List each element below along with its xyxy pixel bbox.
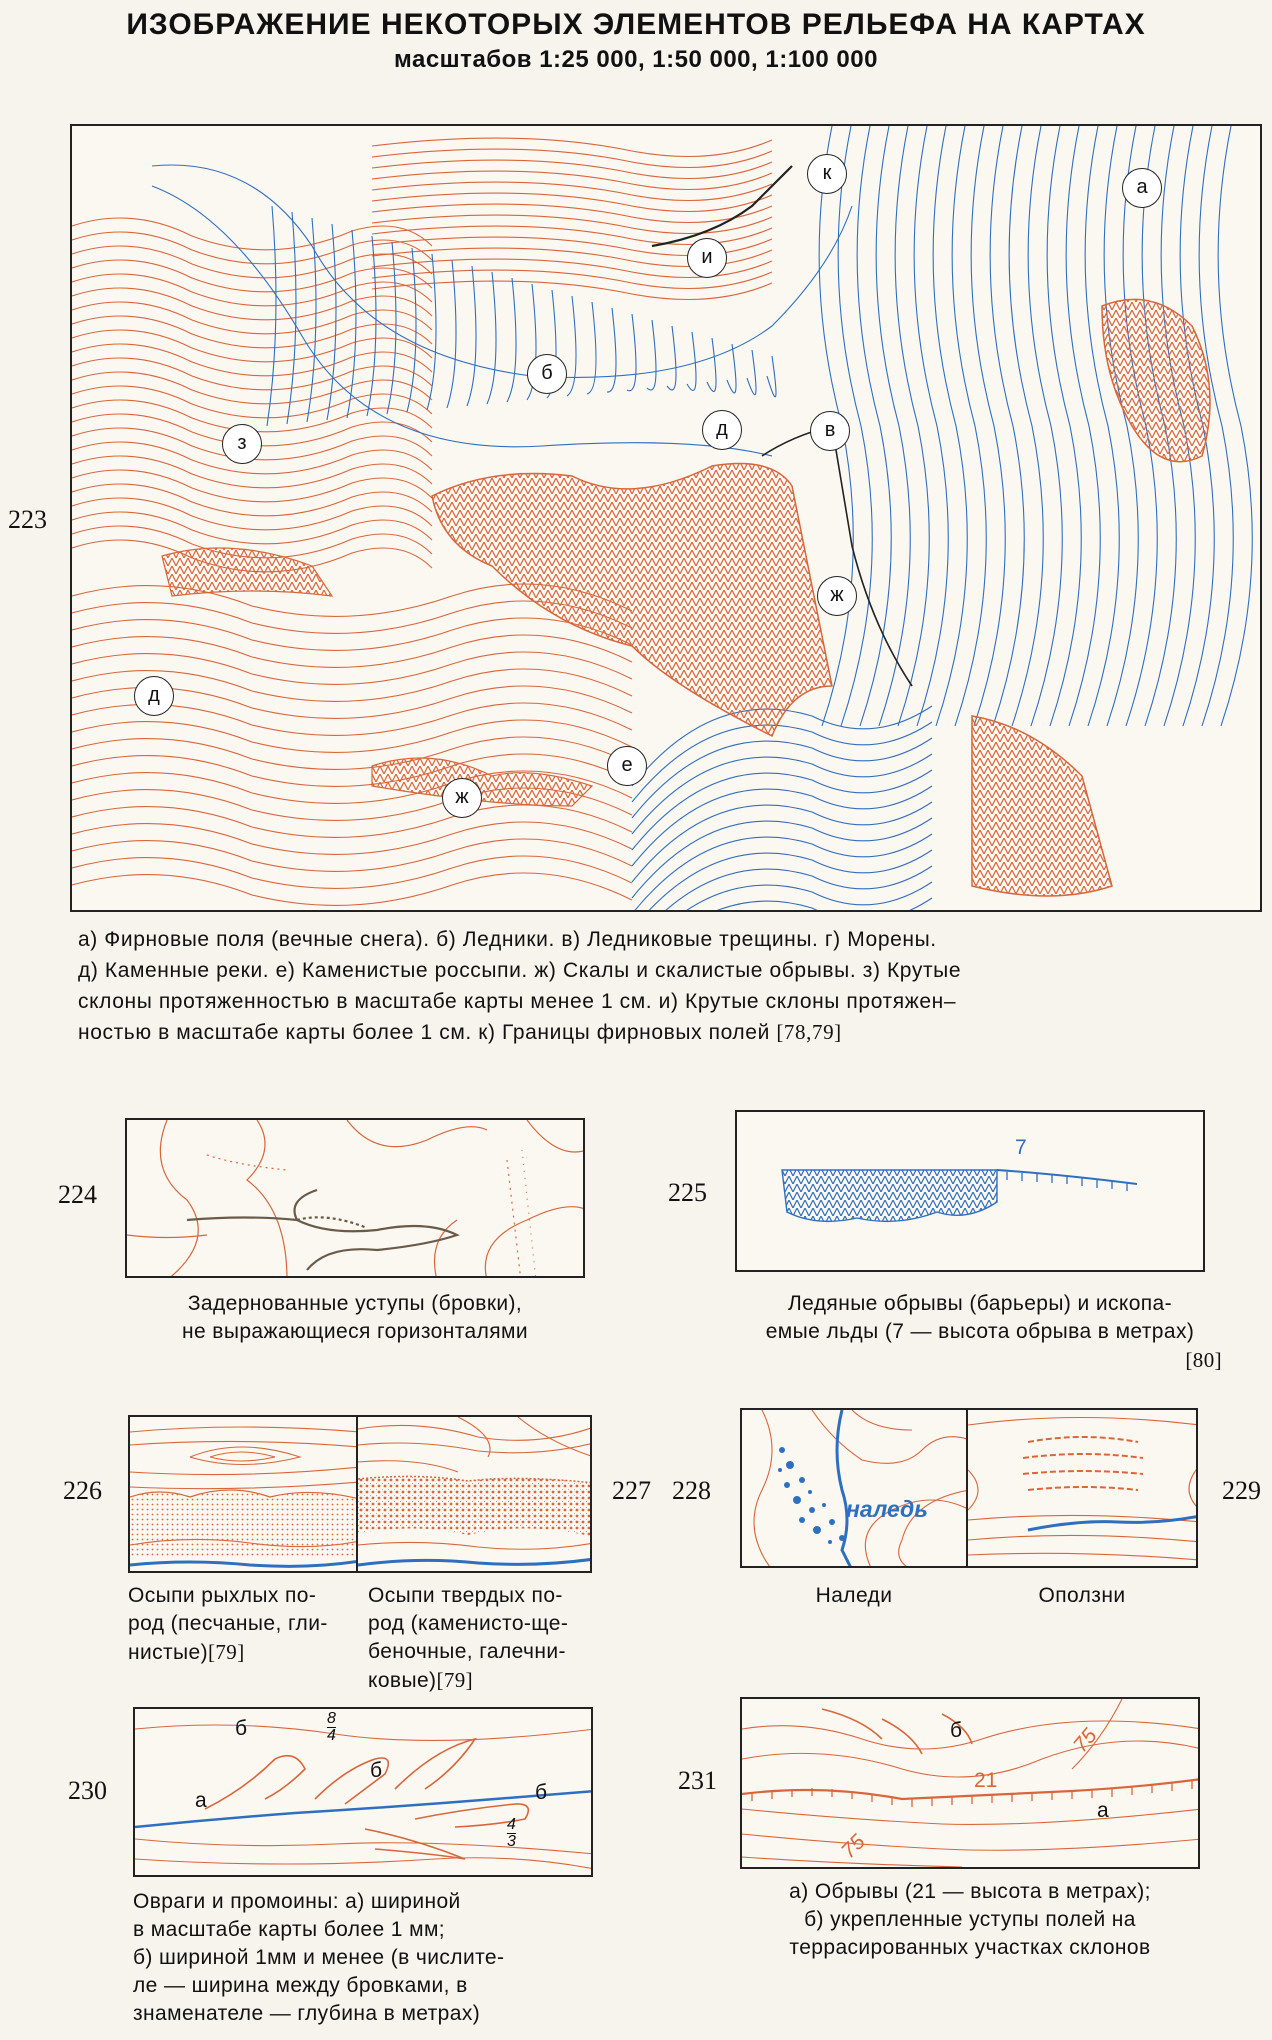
relief-contour-upper bbox=[372, 138, 772, 156]
legend-line-4-text: ностью в масштабе карты более 1 см. к) Границы фирновых полей bbox=[78, 1021, 770, 1044]
river-229 bbox=[1028, 1516, 1198, 1530]
marker-e: е bbox=[607, 746, 647, 786]
relief-contour-west bbox=[72, 372, 432, 404]
relief-contour-south bbox=[72, 822, 632, 854]
legend-line-1: а) Фирновые поля (вечные снега). б) Ледники. в) Ледниковые трещины. г) Морены. bbox=[78, 928, 937, 951]
caption-225-ref: [80] bbox=[1185, 1348, 1222, 1372]
relief-contour-south bbox=[72, 873, 632, 905]
marker-zh-1: ж bbox=[817, 576, 857, 616]
legend-line-2: д) Каменные реки. е) Каменистые россыпи. ж) Скалы и скалистые обрывы. з) Крутые bbox=[78, 959, 962, 982]
river-227 bbox=[358, 1559, 592, 1565]
figure-number-226: 226 bbox=[63, 1476, 102, 1505]
relief-contour-west bbox=[72, 288, 432, 320]
marker-g: д bbox=[702, 410, 742, 450]
label-230-a: а bbox=[195, 1789, 207, 1812]
marker-k: к bbox=[807, 154, 847, 194]
figure-229-caption: Оползни bbox=[1038, 1584, 1126, 1607]
figure-226-caption bbox=[128, 1582, 368, 1667]
figure-224-caption bbox=[125, 1290, 585, 1346]
glacier-crossline bbox=[307, 218, 316, 422]
figure-number-228: 228 bbox=[672, 1476, 711, 1505]
figure-228-svg bbox=[742, 1410, 968, 1568]
ice-cliff bbox=[782, 1170, 997, 1221]
fraction-top-denominator: 4 bbox=[327, 1727, 336, 1744]
firn-contour bbox=[933, 126, 967, 726]
figure-number-231: 231 bbox=[678, 1766, 717, 1795]
caption-230-line-4: ле — ширина между бровками, в bbox=[133, 1974, 468, 1997]
rock-outcrop-ne bbox=[1102, 299, 1210, 461]
caption-231-line-3: террасированных участках склонов bbox=[789, 1936, 1151, 1959]
legend-line-4 bbox=[78, 1017, 1258, 1048]
glacier-crossline bbox=[587, 302, 596, 394]
caption-231-line-2: б) укрепленные уступы полей на bbox=[804, 1908, 1136, 1931]
figure-223-svg bbox=[72, 126, 1262, 912]
relief-contour-west bbox=[72, 260, 432, 292]
rock-ridge-right bbox=[972, 716, 1112, 896]
glacier-crossline bbox=[767, 356, 776, 397]
legend-ref: [78,79] bbox=[776, 1020, 842, 1044]
caption-225-line-1: Ледяные обрывы (барьеры) и ископа- bbox=[787, 1292, 1173, 1315]
hard-scree bbox=[358, 1476, 592, 1537]
caption-230-line-1: Овраги и промоины: а) шириной bbox=[133, 1890, 461, 1913]
relief-contour-south bbox=[72, 618, 632, 650]
glacier-crossline bbox=[267, 206, 276, 426]
firn-contour bbox=[1009, 126, 1043, 726]
glacier-crossline bbox=[487, 272, 496, 404]
label-231-contour-2: 75 bbox=[836, 1830, 870, 1864]
figure-number-224: 224 bbox=[58, 1180, 97, 1209]
firn-contour bbox=[1047, 126, 1081, 726]
fraction-top-numerator: 8 bbox=[327, 1710, 336, 1727]
relief-contour-south bbox=[72, 856, 632, 888]
firn-contour bbox=[971, 126, 1005, 726]
marker-z: з bbox=[222, 424, 262, 464]
river-226 bbox=[130, 1561, 358, 1566]
relief-contour-west bbox=[72, 498, 432, 530]
firn-contour bbox=[895, 126, 929, 726]
caption-226-line-2: род (песчаные, гли- bbox=[128, 1612, 328, 1635]
relief-contour-west bbox=[72, 302, 432, 334]
glacier-crossline bbox=[367, 236, 376, 416]
glacier-crossline bbox=[507, 278, 516, 402]
label-230-b1: б bbox=[235, 1717, 248, 1740]
relief-contour-west bbox=[72, 246, 432, 278]
basin-contour bbox=[632, 834, 932, 912]
glacier-crossline bbox=[567, 296, 576, 396]
caption-226-line-3 bbox=[128, 1638, 368, 1667]
figure-229-map bbox=[966, 1408, 1198, 1568]
caption-224-line-1: Задернованные уступы (бровки), bbox=[187, 1292, 523, 1315]
figure-225-caption bbox=[720, 1290, 1240, 1374]
figure-number-223: 223 bbox=[8, 505, 47, 534]
caption-230-line-3: б) шириной 1мм и менее (в числите- bbox=[133, 1946, 505, 1969]
figure-224-map bbox=[125, 1118, 585, 1278]
glacier-crossline bbox=[427, 254, 436, 410]
figure-223-legend bbox=[78, 924, 1258, 1048]
icing-dots bbox=[778, 1447, 845, 1544]
rock-ridge-main bbox=[432, 464, 832, 737]
marker-b: б bbox=[527, 354, 567, 394]
glacier-crossline bbox=[707, 338, 716, 391]
caption-226-line-3-text: нистые) bbox=[128, 1641, 209, 1664]
figure-230-caption bbox=[133, 1888, 613, 2028]
fraction-bottom-denominator: 3 bbox=[507, 1833, 516, 1850]
relief-contour-upper bbox=[372, 149, 772, 167]
relief-contour-south bbox=[72, 737, 632, 769]
relief-contour-upper bbox=[372, 204, 772, 222]
figure-230-map bbox=[133, 1707, 593, 1877]
caption-230-line-2: в масштабе карты более 1 мм; bbox=[133, 1918, 446, 1941]
caption-230-line-5: знаменателе — глубина в метрах) bbox=[133, 2002, 481, 2025]
firn-contour bbox=[1085, 126, 1119, 726]
figure-225-map bbox=[735, 1110, 1205, 1272]
marker-a: а bbox=[1122, 168, 1162, 208]
firn-contour bbox=[914, 126, 948, 726]
figure-231-caption bbox=[730, 1878, 1210, 1962]
relief-contour-west bbox=[72, 484, 432, 516]
firn-contour bbox=[1028, 126, 1062, 726]
firn-contour bbox=[857, 126, 891, 726]
stream-228 bbox=[837, 1410, 852, 1568]
icing-label: наледь bbox=[846, 1496, 928, 1522]
figure-226-svg bbox=[130, 1417, 358, 1573]
relief-contour-west bbox=[72, 358, 432, 390]
marker-v: в bbox=[810, 411, 850, 451]
caption-226-ref: [79] bbox=[208, 1640, 245, 1664]
figure-231-map bbox=[740, 1697, 1200, 1869]
firn-contour bbox=[876, 126, 910, 726]
figure-223-map bbox=[70, 124, 1262, 912]
figure-227-map bbox=[356, 1415, 592, 1573]
caption-226-line-1: Осыпи рыхлых по- bbox=[128, 1584, 317, 1607]
ice-cliff-height-label: 7 bbox=[1015, 1136, 1027, 1159]
basin-contour bbox=[632, 898, 932, 912]
glacier-crossline bbox=[627, 314, 636, 391]
relief-contour-south bbox=[72, 720, 632, 752]
glacier-crossline bbox=[667, 326, 676, 390]
relief-contour-south bbox=[72, 839, 632, 871]
legend-line-3: склоны протяженностью в масштабе карты менее 1 см. и) Крутые склоны протяжен– bbox=[78, 990, 957, 1013]
label-230-b3: б bbox=[535, 1781, 548, 1804]
figure-228-caption: Наледи bbox=[815, 1584, 893, 1607]
caption-227-ref: [79] bbox=[436, 1668, 474, 1692]
caption-224-line-2: не выражающиеся горизонталями bbox=[181, 1320, 528, 1343]
glacier-crossline bbox=[467, 266, 476, 406]
basin-contour bbox=[632, 866, 932, 912]
figure-226-map bbox=[128, 1415, 358, 1573]
rock-ridge-south bbox=[372, 758, 592, 806]
label-231-contour-1: 75 bbox=[1068, 1724, 1102, 1758]
relief-contour-west bbox=[72, 274, 432, 306]
label-230-b2: б bbox=[370, 1759, 383, 1782]
figure-231-svg bbox=[742, 1699, 1200, 1869]
relief-contour-south bbox=[72, 805, 632, 837]
page-title: ИЗОБРАЖЕНИЕ НЕКОТОРЫХ ЭЛЕМЕНТОВ РЕЛЬЕФА НА КАРТАХ bbox=[126, 8, 1146, 41]
firn-contour bbox=[1066, 126, 1100, 726]
caption-225-line-2: емые льды (7 — высота обрыва в метрах) bbox=[765, 1320, 1195, 1343]
cliff-ticks bbox=[752, 1781, 1192, 1807]
label-231-height: 21 bbox=[974, 1769, 998, 1792]
figure-227-svg bbox=[358, 1417, 592, 1573]
label-230-fraction-top bbox=[327, 1711, 336, 1744]
turf-ledge bbox=[187, 1190, 457, 1270]
figure-229-svg bbox=[968, 1410, 1198, 1568]
firn-contour bbox=[952, 126, 986, 726]
glacier-crossline bbox=[347, 230, 356, 418]
rock-ridge-west bbox=[162, 548, 332, 596]
relief-contour-west bbox=[72, 470, 432, 502]
relief-contour-west bbox=[72, 232, 432, 264]
page-subtitle: масштабов 1:25 000, 1:50 000, 1:100 000 bbox=[394, 46, 878, 73]
firn-contour bbox=[1218, 126, 1252, 726]
caption-227-line-1: Осыпи твердых по- bbox=[368, 1584, 563, 1607]
marker-zh-2: ж bbox=[442, 778, 482, 818]
landslide bbox=[1023, 1437, 1143, 1490]
relief-contour-south bbox=[72, 635, 632, 667]
relief-contour-upper bbox=[372, 160, 772, 178]
marker-d: д bbox=[134, 676, 174, 716]
relief-contour-west bbox=[72, 344, 432, 376]
label-231-b: б bbox=[950, 1719, 963, 1742]
label-230-fraction-bottom bbox=[507, 1817, 516, 1850]
cliff-line bbox=[742, 1779, 1200, 1799]
loose-scree bbox=[130, 1490, 358, 1557]
glacier-crossline bbox=[747, 350, 756, 395]
figure-228-map bbox=[740, 1408, 968, 1568]
caption-227-line-2: род (каменисто-ще- bbox=[368, 1612, 569, 1635]
relief-contour-west bbox=[72, 512, 432, 544]
relief-contour-upper bbox=[372, 193, 772, 211]
figure-number-227: 227 bbox=[612, 1476, 651, 1505]
figure-227-caption bbox=[368, 1582, 618, 1695]
label-231-a: а bbox=[1097, 1799, 1109, 1822]
figure-number-225: 225 bbox=[668, 1178, 707, 1207]
figure-number-229: 229 bbox=[1222, 1476, 1261, 1505]
glacier-crossline bbox=[687, 332, 696, 391]
figure-225-svg bbox=[737, 1112, 1205, 1272]
firn-contour bbox=[990, 126, 1024, 726]
figure-224-svg bbox=[127, 1120, 585, 1278]
figure-number-230: 230 bbox=[68, 1776, 107, 1805]
caption-227-line-4-text: ковые) bbox=[368, 1669, 437, 1692]
glacier-crossline bbox=[647, 320, 656, 390]
glacier-crossline bbox=[607, 308, 616, 392]
fraction-bottom-numerator: 4 bbox=[507, 1816, 516, 1833]
caption-231-line-1: а) Обрывы (21 — высота в метрах); bbox=[789, 1880, 1151, 1903]
glacier-outline-top bbox=[152, 165, 852, 377]
relief-contour-upper bbox=[372, 182, 772, 200]
relief-contour-upper bbox=[372, 215, 772, 233]
marker-i: и bbox=[687, 238, 727, 278]
relief-contour-west bbox=[72, 330, 432, 362]
relief-contour-upper bbox=[372, 171, 772, 189]
caption-227-line-3: беночные, галечни- bbox=[368, 1640, 566, 1663]
caption-227-line-4 bbox=[368, 1666, 618, 1695]
